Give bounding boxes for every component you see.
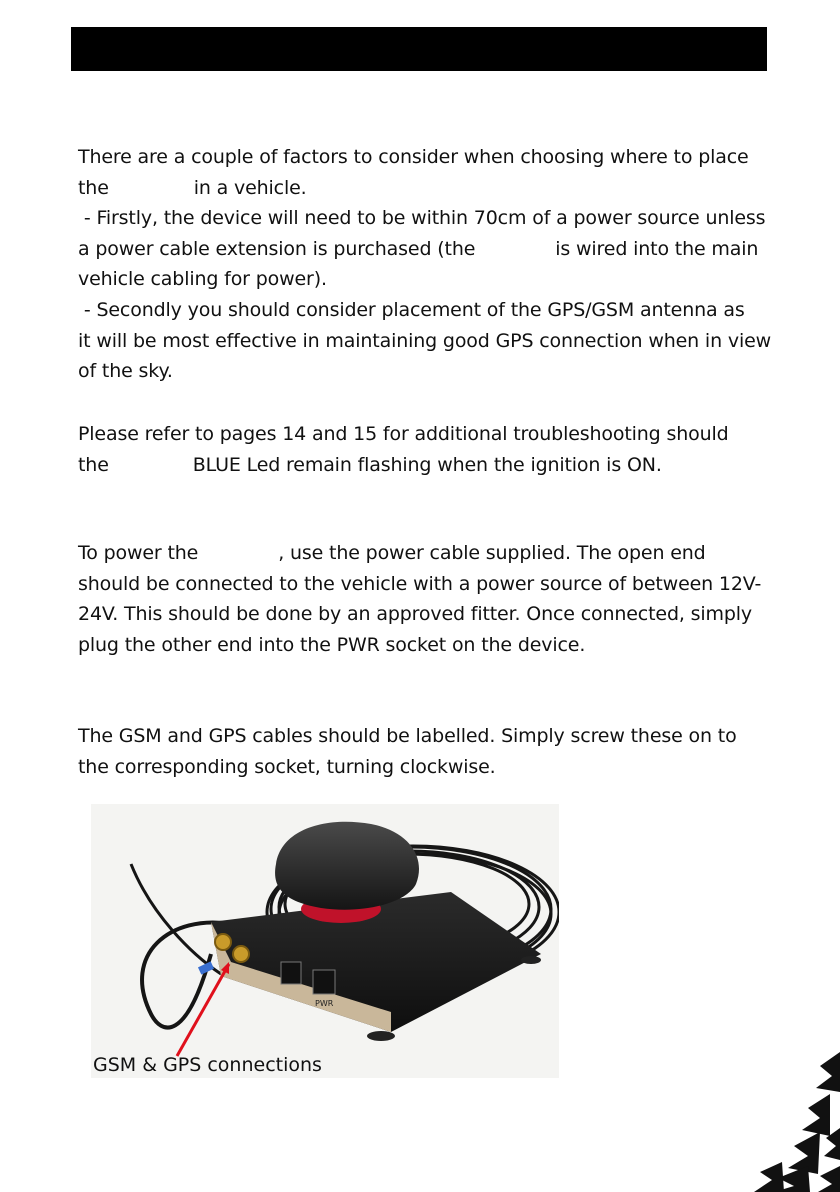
antenna-line-2: the corresponding socket, turning clockwise. (78, 755, 496, 778)
placement-line-5: vehicle cabling for power). (78, 268, 327, 291)
troubleshooting-line-1: Please refer to pages 14 and 15 for additional troubleshooting should (78, 423, 729, 445)
placement-line-3: - Firstly, the device will need to be within 70cm of a power source unless (78, 207, 766, 230)
troubleshooting-line-2: the BLUE Led remain flashing when the ignition is ON. (78, 453, 662, 476)
socket-a (281, 962, 301, 984)
tread-block (754, 1162, 784, 1192)
placement-paragraph (78, 142, 771, 387)
placement-line-4: a power cable extension is purchased (the is wired into the main (78, 237, 759, 260)
power-line-3: 24V. This should be done by an approved fitter. Once connected, simply (78, 603, 753, 626)
power-paragraph (78, 538, 768, 660)
placement-line-7: it will be most effective in maintaining good GPS connection when in view (78, 329, 771, 352)
power-line-2: should be connected to the vehicle with a power source of between 12V- (78, 572, 762, 595)
power-line-1: To power the , use the power cable supplied. The open end (78, 542, 706, 564)
tread-block (802, 1094, 830, 1136)
placement-line-2: the in a vehicle. (78, 176, 307, 199)
device-photo (91, 804, 559, 1078)
tyre-tread-decoration (690, 1032, 840, 1192)
device-foot (521, 956, 541, 964)
antenna-puck (275, 822, 419, 910)
power-line-4: plug the other end into the PWR socket on the device. (78, 633, 586, 656)
tread-block (816, 1052, 840, 1092)
gps-connector (233, 946, 249, 962)
header-bar (71, 27, 767, 71)
figure-caption: GSM & GPS connections (93, 1054, 322, 1076)
device-foot (367, 1031, 395, 1041)
troubleshooting-paragraph (78, 419, 768, 480)
pwr-label: PWR (315, 999, 334, 1008)
pwr-socket (313, 970, 335, 994)
antenna-line-1: The GSM and GPS cables should be labelled. Simply screw these on to (78, 725, 737, 747)
placement-line-6: - Secondly you should consider placement of the GPS/GSM antenna as (78, 298, 745, 321)
gsm-connector (215, 934, 231, 950)
placement-line-8: of the sky. (78, 360, 173, 383)
device-illustration (91, 804, 559, 1078)
tread-block (818, 1166, 840, 1192)
placement-line-1: There are a couple of factors to consider when choosing where to place (78, 146, 749, 168)
antenna-paragraph (78, 721, 768, 782)
